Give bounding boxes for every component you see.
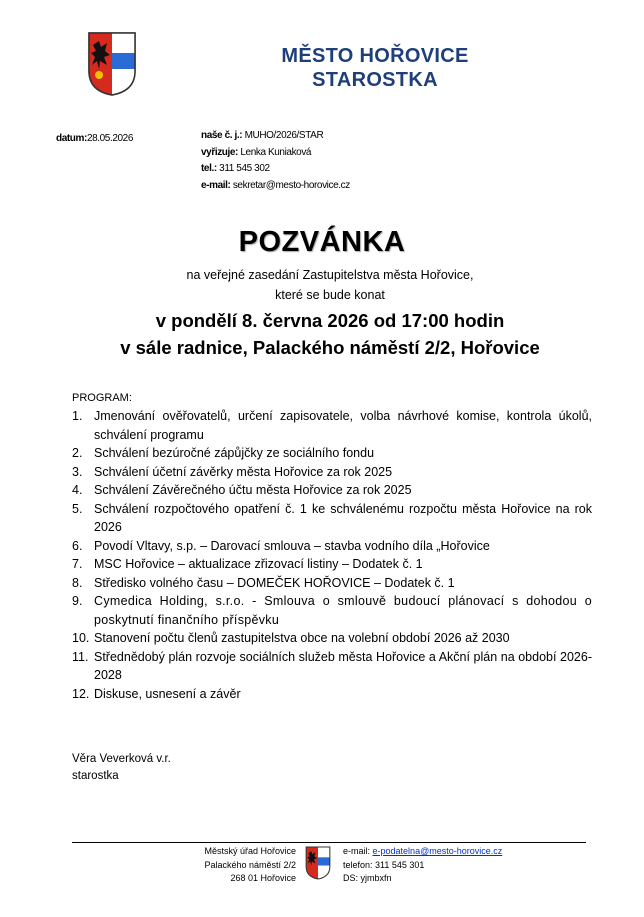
program-item [72,537,592,556]
program-item-text: Schválení bezúročné zápůjčky ze sociálního fondu [94,446,375,460]
program-item-number: 8. [72,575,83,590]
email [201,180,350,197]
city-coat-of-arms [87,31,137,97]
program-item [72,463,592,482]
date-value: 28.05.2026 [86,133,133,144]
program-item [72,648,592,685]
program-item-text: Schválení Závěrečného účtu města Hořovice za rok 2025 [94,483,412,497]
program-item [72,685,592,704]
program-item-number: 7. [72,557,83,571]
program-item-number: 9. [72,594,83,608]
program-item-text: Povodí Vltavy, s.p. – Darovací smlouva – stavba vodního díla „Hořovice [94,538,490,553]
footer-email [343,845,502,859]
footer-address [150,845,296,886]
program-item-number: 10. [72,631,90,645]
meeting-date: v pondělí 8. června 2026 od 17:00 hodin [155,310,505,331]
program-heading: PROGRAM: [72,392,132,404]
program-list [72,407,592,703]
invitation-title: POZVÁNKA [238,226,406,258]
handler-value: Lenka Kuniaková [240,146,312,158]
program-item [72,629,592,648]
meeting-place: v sále radnice, Palackého náměstí 2/2, Hořovice [120,337,540,358]
office-heading [250,44,500,92]
program-item [72,444,592,463]
handler-label: vyřizuje: [201,146,238,158]
program-item-text: Středisko volného času – DOMEČEK HOŘOVICE – Dodatek č. 1 [94,575,455,590]
program-item-text: Střednědobý plán rozvoje sociálních služeb města Hořovice a Akční plán na období 2026-2028 [94,649,592,682]
footer-phone: telefon: 311 545 301 [343,859,425,870]
email-value: sekretar@mesto-horovice.cz [232,179,350,191]
program-item-number: 6. [72,538,83,553]
footer-databox: DS: yjmbxfn [343,873,392,883]
program-item [72,407,592,444]
program-item [72,592,592,629]
program-item [72,555,592,574]
footer-email-label: e-mail: [343,846,371,856]
program-item-text: MSC Hořovice – aktualizace zřizovací listiny – Dodatek č. 1 [94,557,423,571]
date-label: datum: [56,133,87,144]
email-label: e-mail: [201,179,231,191]
phone [201,163,350,180]
program-item-text: Stanovení počtu členů zastupitelstva obce na volební období 2026 až 2030 [94,631,510,645]
program-item-text: Schválení rozpočtového opatření č. 1 ke schválenému rozpočtu města Hořovice na rok 2026 [94,501,592,534]
reference-number [201,130,350,147]
footer-contacts [343,845,502,886]
invitation-line2: které se bude konat [275,288,385,302]
phone-value: 311 545 302 [219,163,270,174]
program-item [72,500,592,537]
program-item-number: 3. [72,464,83,479]
program [72,392,592,703]
footer-coat-of-arms [305,846,331,880]
program-item [72,481,592,500]
program-item-number: 12. [72,686,90,701]
program-item-text: Jmenování ověřovatelů, určení zapisovatele, volba návrhové komise, kontrola úkolů, schválení programu [94,409,592,442]
phone-label: tel.: [201,163,217,174]
program-item [72,574,592,593]
program-item-number: 5. [72,501,83,516]
ref-label: naše č. j.: [201,130,243,141]
ref-value: MUHO/2026/STAR [244,130,324,141]
program-item-text: Schválení účetní závěrky města Hořovice za rok 2025 [94,464,393,479]
signatory-name: Věra Veverková v.r. [72,753,171,765]
footer-office: Městský úřad Hořovice [204,846,296,856]
handler [201,147,350,164]
office-title-line2: STAROSTKA [312,69,438,91]
program-item-number: 2. [72,446,83,460]
footer-email-link[interactable]: e-podatelna@mesto-horovice.cz [372,846,503,856]
office-title-line1: MĚSTO HOŘOVICE [281,45,469,67]
reference-block [201,130,350,196]
signature [72,751,171,785]
footer-divider [72,842,586,843]
document-date [56,133,133,145]
invitation-line1: na veřejné zasedání Zastupitelstva města Hořovice, [186,268,474,282]
program-item-number: 4. [72,483,83,497]
program-item-number: 1. [72,409,83,423]
signatory-role: starostka [72,770,119,782]
footer-city: 268 01 Hořovice [230,873,296,883]
program-item-text: Cymedica Holding, s.r.o. - Smlouva o smlouvě budoucí plánovací s dohodou o poskytnutí finančního příspěvku [94,594,592,627]
program-item-text: Diskuse, usnesení a závěr [94,686,241,701]
program-item-number: 11. [72,649,89,664]
footer-street: Palackého náměstí 2/2 [204,859,296,870]
